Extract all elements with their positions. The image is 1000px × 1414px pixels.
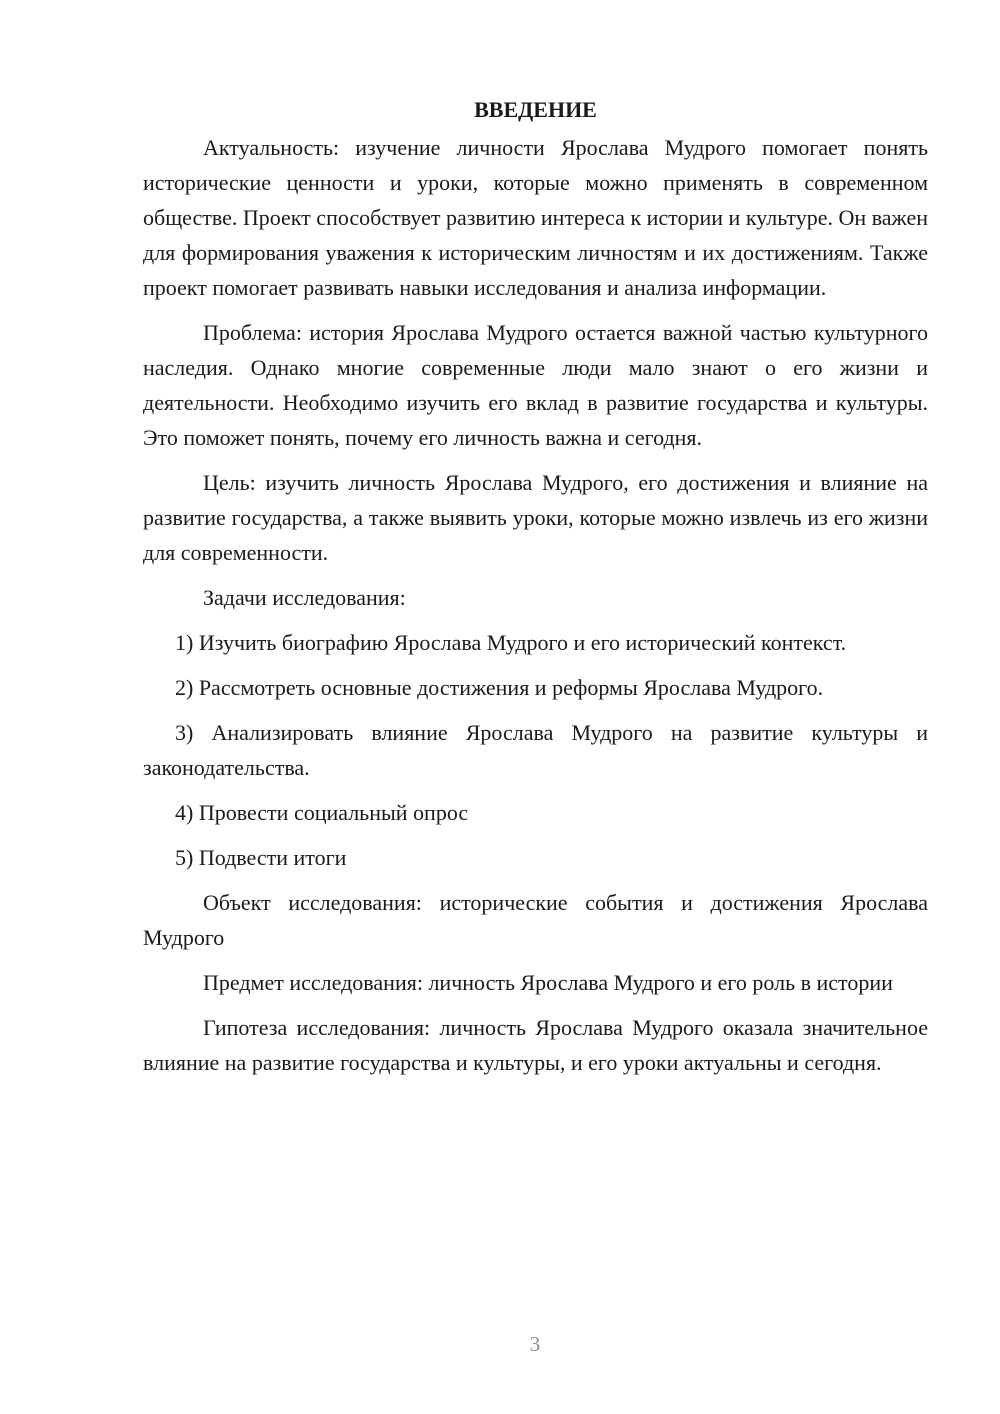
problem-paragraph: Проблема: история Ярослава Мудрого остается важной частью культурного наследия. Однако многие современные люди мало знают о его жизни и деятельности. Необходимо изучить его вклад в развитие государства и культуры. Это поможет понять, почему его личность важна и сегодня. bbox=[143, 320, 928, 450]
relevance-paragraph: Актуальность: изучение личности Ярослава Мудрого помогает понять исторические ценности и уроки, которые можно применять в современном обществе. Проект способствует развитию интереса к истории и культуре. Он важен для формирования уважения к историческим личностям и их достижениям. Также проект помогает развивать навыки исследования и анализа информации. bbox=[143, 135, 928, 300]
page-number: 3 bbox=[529, 1332, 541, 1356]
task-item-2: 2) Рассмотреть основные достижения и реформы Ярослава Мудрого. bbox=[175, 675, 824, 700]
task-item-1: 1) Изучить биографию Ярослава Мудрого и его исторический контекст. bbox=[175, 630, 847, 655]
object-paragraph: Объект исследования: исторические события и достижения Ярослава Мудрого bbox=[143, 890, 928, 950]
document-page bbox=[143, 92, 928, 1090]
hypothesis-paragraph: Гипотеза исследования: личность Ярослава Мудрого оказала значительное влияние на развитие государства и культуры, и его уроки актуальны и сегодня. bbox=[143, 1015, 928, 1075]
task-item-4: 4) Провести социальный опрос bbox=[175, 800, 469, 825]
task-item-5: 5) Подвести итоги bbox=[175, 845, 347, 870]
page-title: ВВЕДЕНИЕ bbox=[474, 97, 597, 122]
goal-paragraph: Цель: изучить личность Ярослава Мудрого, его достижения и влияние на развитие государства, а также выявить уроки, которые можно извлечь из его жизни для современности. bbox=[143, 470, 928, 565]
tasks-heading: Задачи исследования: bbox=[203, 585, 406, 610]
task-item-3: 3) Анализировать влияние Ярослава Мудрого на развитие культуры и законодательства. bbox=[143, 720, 928, 780]
subject-paragraph: Предмет исследования: личность Ярослава Мудрого и его роль в истории bbox=[203, 970, 893, 995]
